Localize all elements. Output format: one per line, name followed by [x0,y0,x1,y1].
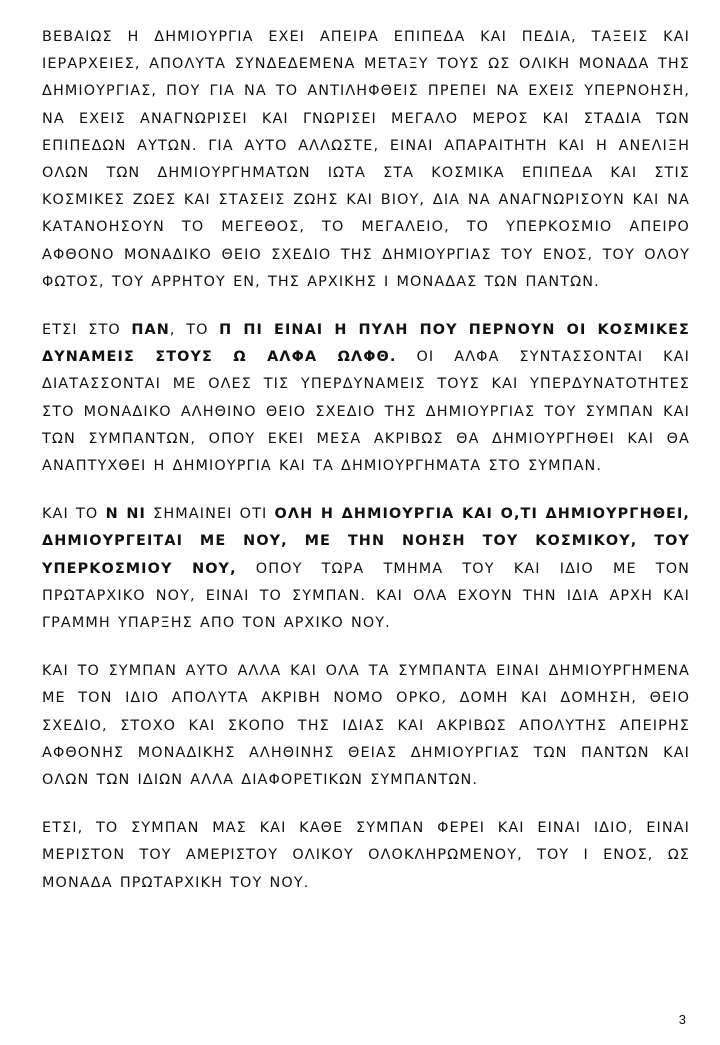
text-segment: ΣΗΜΑΙΝΕΙ ΟΤΙ [145,506,275,523]
text-segment: ΕΤΣΙ, ΤΟ ΣΥΜΠΑΝ ΜΑΣ ΚΑΙ ΚΑΘΕ ΣΥΜΠΑΝ ΦΕΡΕΙ ΚΑΙ ΕΙΝΑΙ ΙΔΙΟ, ΕΙΝΑΙ ΜΕΡΙΣΤΟΝ ΤΟΥ ΑΜΕΡΙΣΤΟΥ ΟΛΙΚΟΥ ΟΛΟΚΛΗΡΩΜΕΝΟΥ, ΤΟΥ Ι ΕΝΟΣ, ΩΣ ΜΟΝΑΔΑ ΠΡΩΤΑΡΧΙΚΗ ΤΟΥ ΝΟΥ. [42,820,690,891]
text-segment: ΒΕΒΑΙΩΣ Η ΔΗΜΙΟΥΡΓΙΑ ΕΧΕΙ ΑΠΕΙΡΑ ΕΠΙΠΕΔΑ ΚΑΙ ΠΕΔΙΑ, ΤΑΞΕΙΣ ΚΑΙ ΙΕΡΑΡΧΕΙΕΣ, ΑΠΟΛΥΤΑ ΣΥΝΔΕΔΕΜΕΝΑ ΜΕΤΑΞΥ ΤΟΥΣ ΩΣ ΟΛΙΚΗ ΜΟΝΑΔΑ ΤΗΣ ΔΗΜΙΟΥΡΓΙΑΣ, ΠΟΥ ΓΙΑ ΝΑ ΤΟ ΑΝΤΙΛΗΦΘΕΙΣ ΠΡΕΠΕΙ ΝΑ ΕΧΕΙΣ ΥΠΕΡΝΟΗΣΗ, ΝΑ ΕΧΕΙΣ ΑΝΑΓΝΩΡΙΣΕΙ ΚΑΙ ΓΝΩΡΙΣΕΙ ΜΕΓΑΛΟ ΜΕΡΟΣ ΚΑΙ ΣΤΑΔΙΑ ΤΩΝ ΕΠΙΠΕΔΩΝ ΑΥΤΩΝ. ΓΙΑ ΑΥΤΟ ΑΛΛΩΣΤΕ, ΕΙΝΑΙ ΑΠΑΡΑΙΤΗΤΗ ΚΑΙ Η ΑΝΕΛΙΞΗ ΟΛΩΝ ΤΩΝ ΔΗΜΙΟΥΡΓΗΜΑΤΩΝ ΙΩΤΑ ΣΤΑ ΚΟΣΜΙΚΑ ΕΠΙΠΕΔΑ ΚΑΙ ΣΤΙΣ ΚΟΣΜΙΚΕΣ ΖΩΕΣ ΚΑΙ ΣΤΑΣΕΙΣ ΖΩΗΣ ΚΑΙ ΒΙΟΥ, ΔΙΑ ΝΑ ΑΝΑΓΝΩΡΙΣΟΥΝ ΚΑΙ ΝΑ ΚΑΤΑΝΟΗΣΟΥΝ ΤΟ ΜΕΓΕΘΟΣ, ΤΟ ΜΕΓΑΛΕΙΟ, ΤΟ ΥΠΕΡΚΟΣΜΙΟ ΑΠΕΙΡΟ ΑΦΘΟΝΟ ΜΟΝΑΔΙΚΟ ΘΕΙΟ ΣΧΕΔΙΟ ΤΗΣ ΔΗΜΙΟΥΡΓΙΑΣ ΤΟΥ ΕΝΟΣ, ΤΟΥ ΟΛΟΥ ΦΩΤΟΣ, ΤΟΥ ΑΡΡΗΤΟΥ ΕΝ, ΤΗΣ ΑΡΧΙΚΗΣ Ι ΜΟΝΑΔΑΣ ΤΩΝ ΠΑΝΤΩΝ. [42,29,690,290]
bold-text-segment: ΠΑΝ [131,322,170,339]
text-segment: ΚΑΙ ΤΟ [42,506,106,523]
text-segment: ΟΠΟΥ ΤΩΡΑ ΤΜΗΜΑ ΤΟΥ ΚΑΙ ΙΔΙΟ ΜΕ ΤΟΝ ΠΡΩΤΑΡΧΙΚΟ ΝΟΥ, ΕΙΝΑΙ ΤΟ ΣΥΜΠΑΝ. ΚΑΙ ΟΛΑ ΕΧΟΥΝ ΤΗΝ ΙΔΙΑ ΑΡΧΗ ΚΑΙ ΓΡΑΜΜΗ ΥΠΑΡΞΗΣ ΑΠΟ ΤΟΝ ΑΡΧΙΚΟ ΝΟΥ. [42,560,690,632]
paragraph-1 [42,24,690,296]
paragraph-3 [42,501,690,637]
bold-text-segment: Π ΠΙ ΕΙΝΑΙ Η ΠΥΛΗ ΠΟΥ ΠΕΡΝΟΥΝ ΟΙ ΚΟΣΜΙΚΕΣ ΔΥΝΑΜΕΙΣ ΣΤΟΥΣ Ω ΑΛΦΑ ΩΛΦΘ. [42,322,690,366]
paragraph-4 [42,658,690,794]
text-segment: ΟΙ ΑΛΦΑ ΣΥΝΤΑΣΣΟΝΤΑΙ ΚΑΙ ΔΙΑΤΑΣΣΟΝΤΑΙ ΜΕ ΟΛΕΣ ΤΙΣ ΥΠΕΡΔΥΝΑΜΕΙΣ ΤΟΥΣ ΚΑΙ ΥΠΕΡΔΥΝΑΤΟΤΗΤΕΣ ΣΤΟ ΜΟΝΑΔΙΚΟ ΑΛΗΘΙΝΟ ΘΕΙΟ ΣΧΕΔΙΟ ΤΗΣ ΔΗΜΙΟΥΡΓΙΑΣ ΤΟΥ ΣΥΜΠΑΝ ΚΑΙ ΤΩΝ ΣΥΜΠΑΝΤΩΝ, ΟΠΟΥ ΕΚΕΙ ΜΕΣΑ ΑΚΡΙΒΩΣ ΘΑ ΔΗΜΙΟΥΡΓΗΘΕΙ ΚΑΙ ΘΑ ΑΝΑΠΤΥΧΘΕΙ Η ΔΗΜΙΟΥΡΓΙΑ ΚΑΙ ΤΑ ΔΗΜΙΟΥΡΓΗΜΑΤΑ ΣΤΟ ΣΥΜΠΑΝ. [42,349,690,475]
text-segment: ΕΤΣΙ ΣΤΟ [42,322,132,339]
page-number: 3 [678,1012,686,1027]
paragraph-5 [42,815,690,897]
bold-text-segment: ΟΛΗ Η ΔΗΜΙΟΥΡΓΙΑ ΚΑΙ Ο,ΤΙ ΔΗΜΙΟΥΡΓΗΘΕΙ, ΔΗΜΙΟΥΡΓΕΙΤΑΙ ΜΕ ΝΟΥ, ΜΕ ΤΗΝ ΝΟΗΣΗ ΤΟΥ ΚΟΣΜΙΚΟΥ, ΤΟΥ ΥΠΕΡΚΟΣΜΙΟΥ ΝΟΥ, [42,506,690,577]
text-segment: , ΤΟ [169,322,220,339]
text-segment: ΚΑΙ ΤΟ ΣΥΜΠΑΝ ΑΥΤΟ ΑΛΛΑ ΚΑΙ ΟΛΑ ΤΑ ΣΥΜΠΑΝΤΑ ΕΙΝΑΙ ΔΗΜΙΟΥΡΓΗΜΕΝΑ ΜΕ ΤΟΝ ΙΔΙΟ ΑΠΟΛΥΤΑ ΑΚΡΙΒΗ ΝΟΜΟ ΟΡΚΟ, ΔΟΜΗ ΚΑΙ ΔΟΜΗΣΗ, ΘΕΙΟ ΣΧΕΔΙΟ, ΣΤΟΧΟ ΚΑΙ ΣΚΟΠΟ ΤΗΣ ΙΔΙΑΣ ΚΑΙ ΑΚΡΙΒΩΣ ΑΠΟΛΥΤΗΣ ΑΠΕΙΡΗΣ ΑΦΘΟΝΗΣ ΜΟΝΑΔΙΚΗΣ ΑΛΗΘΙΝΗΣ ΘΕΙΑΣ ΔΗΜΙΟΥΡΓΙΑΣ ΤΩΝ ΠΑΝΤΩΝ ΚΑΙ ΟΛΩΝ ΤΩΝ ΙΔΙΩΝ ΑΛΛΑ ΔΙΑΦΟΡΕΤΙΚΩΝ ΣΥΜΠΑΝΤΩΝ. [42,663,690,789]
paragraph-2 [42,317,690,480]
bold-text-segment: Ν ΝΙ [105,506,146,523]
